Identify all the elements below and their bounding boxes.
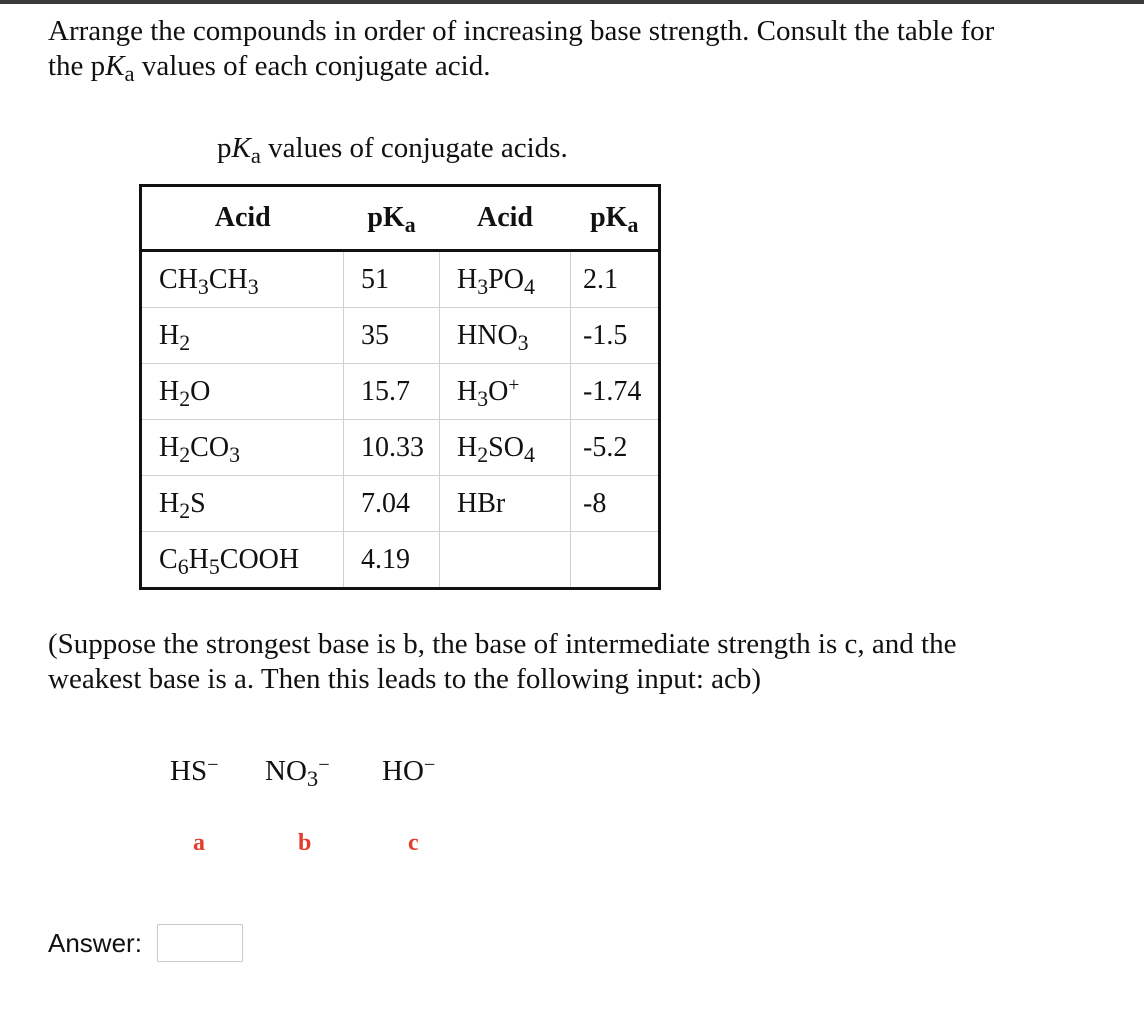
acid-cell (440, 308, 571, 364)
formula-subscript: 2 (179, 498, 191, 523)
answer-input[interactable] (157, 924, 243, 962)
table-row (141, 251, 660, 308)
header-pk: pK (367, 202, 405, 233)
formula-subscript: 3 (477, 386, 489, 411)
acid-cell (141, 364, 344, 420)
species-letter: a (193, 830, 205, 856)
caption-part: p (217, 132, 232, 164)
charge-superscript: − (207, 753, 219, 776)
acid-cell (440, 420, 571, 476)
formula-subscript: 4 (523, 274, 535, 299)
formula-subscript: 3 (229, 442, 240, 467)
table-body (141, 251, 660, 589)
formula-subscript: 6 (177, 554, 189, 579)
table-row (141, 364, 660, 420)
species-base: HO (382, 755, 424, 787)
question-a-subscript: a (124, 61, 135, 87)
table-row (141, 532, 660, 589)
formula-subscript: 2 (179, 386, 191, 411)
caption-K: K (231, 132, 251, 164)
charge-superscript: + (508, 374, 520, 396)
header-pka (344, 186, 440, 251)
species-base: HS (170, 755, 208, 787)
species-letter: c (408, 830, 419, 856)
pka-cell: 10.33 (344, 420, 440, 476)
header-pk: pK (590, 202, 628, 233)
pka-cell: 51 (344, 251, 440, 308)
formula-part: C (159, 543, 178, 575)
question-line-1: Arrange the compounds in order of increasing base strength. Consult the table for (48, 15, 995, 47)
pka-cell: 35 (344, 308, 440, 364)
top-border (0, 0, 1144, 4)
question-text (48, 14, 1108, 87)
acid-cell (440, 476, 571, 532)
formula-part: H (159, 487, 180, 519)
formula-part: H (457, 375, 478, 407)
formula-part: PO (488, 263, 524, 295)
formula-subscript: 3 (517, 330, 529, 355)
formula-part: H (188, 543, 209, 575)
formula-part: HNO (457, 319, 518, 351)
formula-part: HBr (457, 487, 506, 519)
formula-part: H (457, 263, 478, 295)
header-acid: Acid (440, 186, 571, 251)
formula-part: SO (488, 431, 524, 463)
species-letter: b (298, 830, 312, 856)
pka-table (139, 184, 661, 590)
table-row (141, 476, 660, 532)
species-base: NO (265, 755, 307, 787)
acid-cell (141, 476, 344, 532)
formula-part: CO (190, 431, 230, 463)
species-subscript: 3 (306, 766, 319, 792)
formula-part: H (159, 375, 180, 407)
caption-part: values of conjugate acids. (260, 132, 568, 164)
question-text-part: the p (48, 50, 106, 82)
answer-label: Answer: (48, 928, 142, 958)
header-a-subscript: a (404, 213, 416, 238)
note-line-1: (Suppose the strongest base is b, the base of intermediate strength is c, and the (48, 628, 957, 660)
pka-cell: 15.7 (344, 364, 440, 420)
instruction-note (48, 627, 1108, 697)
formula-subscript: 3 (247, 274, 259, 299)
acid-cell (440, 364, 571, 420)
acid-cell (440, 251, 571, 308)
pka-cell: -5.2 (571, 420, 660, 476)
question-line-2 (48, 49, 1108, 87)
formula-part: O (190, 375, 211, 407)
formula-subscript: 2 (477, 442, 489, 467)
formula-subscript: 4 (523, 442, 535, 467)
charge-superscript: − (318, 753, 330, 776)
formula-part: COOH (219, 543, 300, 575)
table-row (141, 420, 660, 476)
formula-part: CH (208, 263, 248, 295)
header-pka (571, 186, 660, 251)
table-caption (217, 131, 568, 169)
pka-cell: 4.19 (344, 532, 440, 589)
formula-subscript: 2 (179, 330, 191, 355)
formula-subscript: 2 (179, 442, 191, 467)
note-line-2: weakest base is a. Then this leads to the following input: acb) (48, 663, 762, 695)
acid-cell (440, 532, 571, 589)
table-header-row (141, 186, 660, 251)
formula-part: H (159, 431, 180, 463)
question-K: K (105, 50, 125, 82)
header-acid: Acid (141, 186, 344, 251)
species-formula (265, 753, 330, 792)
formula-part: CH (159, 263, 198, 295)
pka-cell: 2.1 (571, 251, 660, 308)
formula-part: H (457, 431, 478, 463)
charge-superscript: − (423, 753, 436, 776)
formula-subscript: 5 (208, 554, 220, 579)
pka-cell: 7.04 (344, 476, 440, 532)
header-a-subscript: a (627, 213, 639, 238)
species-formula (382, 754, 435, 789)
formula-part: H (159, 319, 180, 351)
species-formula (170, 754, 219, 789)
table-row (141, 308, 660, 364)
pka-cell: -1.5 (571, 308, 660, 364)
formula-subscript: 3 (477, 274, 489, 299)
pka-cell: -1.74 (571, 364, 660, 420)
formula-part: S (190, 487, 206, 519)
acid-cell (141, 308, 344, 364)
question-text-part: values of each conjugate acid. (134, 50, 491, 82)
acid-cell (141, 420, 344, 476)
formula-subscript: 3 (197, 274, 209, 299)
caption-a-subscript: a (250, 143, 261, 169)
acid-cell (141, 251, 344, 308)
pka-cell (571, 532, 660, 589)
formula-part: O (488, 375, 509, 407)
pka-cell: -8 (571, 476, 660, 532)
acid-cell (141, 532, 344, 589)
